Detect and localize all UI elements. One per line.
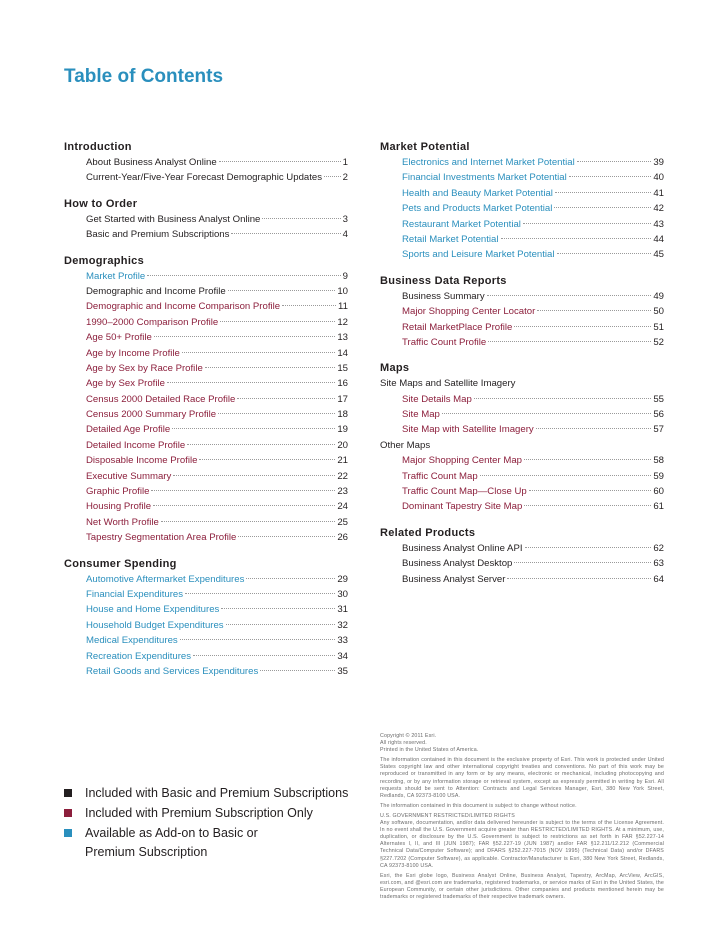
legend-square-icon [64, 809, 72, 817]
toc-entry-label: Get Started with Business Analyst Online [86, 213, 261, 225]
toc-entry-page-number: 16 [337, 378, 348, 390]
toc-section-consumer-spending [64, 556, 348, 680]
toc-entry-page-number: 4 [342, 229, 348, 241]
dot-leader [474, 398, 651, 399]
dot-leader [238, 536, 335, 537]
toc-entry-label: Housing Profile [86, 501, 152, 513]
toc-entry-label: Site Map with Satellite Imagery [402, 424, 534, 436]
toc-entry-label: Other Maps [380, 439, 431, 451]
toc-entry-label: Recreation Expenditures [86, 650, 192, 662]
toc-entry-page-number: 13 [337, 332, 348, 344]
toc-entry[interactable] [64, 407, 348, 422]
toc-entry-page-number: 58 [653, 455, 664, 467]
toc-entry-page-number: 17 [337, 393, 348, 405]
toc-entry[interactable] [380, 186, 664, 201]
legend-label-continued: Premium Subscription [85, 845, 208, 859]
toc-entry-label: Retail MarketPlace Profile [402, 321, 513, 333]
toc-entry-label: Major Shopping Center Locator [402, 306, 536, 318]
toc-entry[interactable] [64, 618, 348, 633]
toc-entry-label: Sports and Leisure Market Potential [402, 249, 555, 261]
toc-entry-label: Detailed Age Profile [86, 424, 171, 436]
dot-leader [260, 670, 335, 671]
toc-entry-label: Market Profile [86, 270, 146, 282]
toc-entry-page-number: 35 [337, 665, 348, 677]
toc-entry-page-number: 59 [653, 470, 664, 482]
dot-leader [507, 578, 651, 579]
toc-entry[interactable] [64, 587, 348, 602]
toc-entry-label: Financial Investments Market Potential [402, 172, 567, 184]
dot-leader [218, 413, 335, 414]
dot-leader [569, 176, 652, 177]
government-rights: U.S. GOVERNMENT RESTRICTED/LIMITED RIGHTS Any software, documentation, and/or data delivered hereunder is subject to the terms of the License Agreement. In no event shall the U.S. Government acquire greater than RESTRICTED/LIMITED RIGHTS. At a minimum, use, duplication, or disclosure by the U.S. Government is subject to restrictions as set forth in FAR §52.227-14 Alternates I, II, and III (JUN 1987); FAR §52.227-19 (JUN 1987) and/or FAR §12.211/12.212 (Commercial Technical Data/Computer Software); and DFARS §252.227-7015 (NOV 1995) (Technical Data) and/or DFARS §227.7202 (Computer Software), as applicable. Contractor/Manufacturer is Esri, 380 New York Street, Redlands, CA 92373-8100 USA. [380, 812, 664, 869]
toc-section-business-data-reports [380, 273, 664, 351]
toc-entry[interactable] [64, 269, 348, 284]
toc-entry-label: Traffic Count Map—Close Up [402, 486, 527, 498]
toc-entry[interactable] [64, 284, 348, 299]
toc-entry-label: Retail Goods and Services Expenditures [86, 665, 259, 677]
toc-entry[interactable] [380, 572, 664, 587]
toc-entry[interactable] [64, 469, 348, 484]
toc-entry[interactable] [380, 289, 664, 304]
toc-entry-page-number: 43 [653, 218, 664, 230]
toc-entry[interactable] [380, 170, 664, 185]
dot-leader [221, 608, 335, 609]
section-heading: How to Order [64, 197, 138, 210]
dot-leader [153, 505, 335, 506]
toc-entry-label: Dominant Tapestry Site Map [402, 501, 523, 513]
toc-entry-page-number: 57 [653, 424, 664, 436]
toc-entry-page-number: 52 [653, 336, 664, 348]
toc-entry[interactable] [64, 376, 348, 391]
toc-entry[interactable] [64, 664, 348, 679]
toc-entry-page-number: 32 [337, 619, 348, 631]
toc-entry-page-number: 18 [337, 409, 348, 421]
toc-entry-page-number: 21 [337, 455, 348, 467]
toc-entry[interactable] [64, 170, 348, 185]
section-heading: Demographics [64, 254, 145, 267]
toc-entry-page-number: 34 [337, 650, 348, 662]
toc-entry-page-number: 10 [337, 285, 348, 297]
toc-entry-page-number: 39 [653, 157, 664, 168]
toc-entry[interactable] [380, 247, 664, 262]
toc-entry-label: Net Worth Profile [86, 516, 159, 528]
toc-entry-label: Traffic Count Profile [402, 336, 487, 348]
copyright-body: The information contained in this document is the exclusive property of Esri. This work is protected under United States copyright law and other international copyright treaties and conventions. No part of this work may be reproduced or transmitted in any form or by any means, electronic or mechanical, including photocopying and recording, or by any information storage or retrieval system, except as expressly permitted in writing by Esri. All requests should be sent to Attention: Contracts and Legal Services Manager, Esri, 380 New York Street, Redlands, CA 92373-8100 USA. [380, 757, 664, 799]
trademarks: Esri, the Esri globe logo, Business Analyst Online, Business Analyst, Tapestry, ArcMap, ArcView, ArcGIS, esri.com, and @esri.com are trademarks, registered trademarks, or service marks of Esri in the United States, the European Community, or certain other jurisdictions. Other companies and products mentioned herein may be trademarks or registered trademarks of their respective trademark owners. [380, 872, 664, 900]
toc-entry[interactable] [64, 453, 348, 468]
legend [64, 784, 364, 863]
dot-leader [554, 207, 651, 208]
dot-leader [488, 341, 651, 342]
toc-entry-page-number: 40 [653, 172, 664, 184]
toc-entry[interactable] [64, 346, 348, 361]
dot-leader [151, 490, 335, 491]
legend-text [85, 804, 313, 823]
toc-entry-page-number: 64 [653, 573, 664, 585]
toc-left-column [64, 139, 348, 689]
copyright-change-notice: The information contained in this document is subject to change without notice. [380, 802, 577, 809]
toc-entry-page-number: 51 [653, 321, 664, 333]
toc-entry-page-number: 22 [337, 470, 348, 482]
toc-entry[interactable] [380, 484, 664, 499]
dot-leader [199, 459, 335, 460]
toc-section-related-products [380, 525, 664, 587]
dot-leader [154, 336, 335, 337]
dot-leader [557, 253, 652, 254]
toc-entry-page-number: 60 [653, 486, 664, 498]
toc-entry[interactable] [380, 304, 664, 319]
dot-leader [180, 639, 336, 640]
toc-entry-page-number: 61 [653, 501, 664, 513]
toc-entry[interactable] [64, 315, 348, 330]
toc-entry[interactable] [64, 633, 348, 648]
dot-leader [219, 161, 341, 162]
toc-entry[interactable] [380, 499, 664, 514]
toc-entry-label: Age by Sex by Race Profile [86, 362, 203, 374]
toc-entry[interactable] [380, 217, 664, 232]
dot-leader [324, 176, 341, 177]
dot-leader [161, 521, 335, 522]
toc-entry-page-number: 9 [342, 270, 348, 282]
legend-item-addon [64, 824, 364, 862]
copyright-notice [380, 733, 664, 904]
toc-entry-page-number: 41 [653, 187, 664, 199]
toc-entry-page-number: 55 [653, 393, 664, 405]
dot-leader [228, 290, 336, 291]
toc-entry-page-number: 29 [337, 573, 348, 585]
toc-entry[interactable] [64, 227, 348, 242]
toc-entry[interactable] [380, 556, 664, 571]
toc-entry[interactable] [380, 407, 664, 422]
toc-entry-page-number: 42 [653, 203, 664, 215]
toc-entry-label: Business Summary [402, 290, 485, 302]
section-heading: Consumer Spending [64, 557, 177, 570]
toc-entry[interactable] [64, 330, 348, 345]
toc-entry-label: Demographic and Income Comparison Profile [86, 301, 281, 313]
legend-item-premium [64, 804, 364, 823]
toc-entry-page-number: 3 [342, 213, 348, 225]
toc-entry-label: Disposable Income Profile [86, 455, 198, 467]
toc-entry-label: Site Maps and Satellite Imagery [380, 378, 516, 390]
toc-subheading [380, 438, 664, 453]
legend-label: Included with Basic and Premium Subscriptions [85, 786, 349, 800]
section-heading: Business Data Reports [380, 274, 507, 287]
section-heading: Related Products [380, 526, 476, 539]
copyright-line: Copyright © 2011 Esri. All rights reserved. Printed in the United States of America. [380, 733, 479, 754]
toc-entry-label: Census 2000 Detailed Race Profile [86, 393, 236, 405]
dot-leader [182, 352, 335, 353]
dot-leader [514, 326, 651, 327]
toc-entry-page-number: 49 [653, 290, 664, 302]
dot-leader [187, 444, 335, 445]
toc-entry[interactable] [380, 155, 664, 170]
dot-leader [172, 428, 335, 429]
toc-entry-label: Business Analyst Server [402, 573, 506, 585]
toc-section-demographics [64, 253, 348, 546]
dot-leader [193, 655, 335, 656]
legend-square-icon [64, 789, 72, 797]
toc-entry-label: Site Details Map [402, 393, 472, 405]
toc-entry-page-number: 26 [337, 532, 348, 544]
dot-leader [555, 192, 651, 193]
toc-entry-page-number: 1 [342, 157, 348, 168]
toc-entry-label: Business Analyst Desktop [402, 558, 513, 570]
dot-leader [523, 223, 651, 224]
toc-entry-page-number: 23 [337, 486, 348, 498]
dot-leader [529, 490, 652, 491]
toc-entry[interactable] [380, 335, 664, 350]
toc-entry[interactable] [380, 453, 664, 468]
toc-entry[interactable] [380, 392, 664, 407]
toc-entry[interactable] [64, 530, 348, 545]
dot-leader [237, 398, 335, 399]
toc-entry-label: About Business Analyst Online [86, 157, 217, 168]
toc-entry-label: Basic and Premium Subscriptions [86, 229, 230, 241]
legend-item-basic [64, 784, 364, 803]
dot-leader [167, 382, 335, 383]
toc-entry-label: 1990–2000 Comparison Profile [86, 316, 219, 328]
dot-leader [501, 238, 652, 239]
legend-label: Included with Premium Subscription Only [85, 806, 313, 820]
toc-entry-label: Graphic Profile [86, 486, 150, 498]
toc-entry[interactable] [64, 212, 348, 227]
toc-entry[interactable] [64, 299, 348, 314]
toc-entry-label: Tapestry Segmentation Area Profile [86, 532, 237, 544]
toc-entry-label: House and Home Expenditures [86, 604, 220, 616]
toc-entry-page-number: 63 [653, 558, 664, 570]
toc-entry[interactable] [380, 541, 664, 556]
toc-entry-page-number: 2 [342, 172, 348, 184]
dot-leader [577, 161, 652, 162]
dot-leader [231, 233, 340, 234]
dot-leader [536, 428, 652, 429]
toc-entry[interactable] [64, 392, 348, 407]
toc-entry-label: Demographic and Income Profile [86, 285, 226, 297]
toc-entry-page-number: 20 [337, 439, 348, 451]
toc-entry[interactable] [380, 232, 664, 247]
legend-square-icon [64, 829, 72, 837]
toc-entry-page-number: 24 [337, 501, 348, 513]
toc-entry-page-number: 44 [653, 233, 664, 245]
dot-leader [205, 367, 336, 368]
dot-leader [185, 593, 335, 594]
dot-leader [246, 578, 335, 579]
toc-entry-label: Age by Sex Profile [86, 378, 165, 390]
toc-entry-page-number: 45 [653, 249, 664, 261]
toc-entry-page-number: 62 [653, 542, 664, 554]
toc-right-column [380, 139, 664, 597]
dot-leader [147, 275, 340, 276]
dot-leader [525, 547, 652, 548]
toc-entry-label: Electronics and Internet Market Potential [402, 157, 575, 168]
dot-leader [480, 475, 652, 476]
toc-entry-page-number: 11 [338, 301, 348, 313]
dot-leader [173, 475, 335, 476]
toc-entry-page-number: 30 [337, 588, 348, 600]
toc-entry-label: Traffic Count Map [402, 470, 478, 482]
toc-entry-label: Medical Expenditures [86, 635, 178, 647]
toc-entry-page-number: 50 [653, 306, 664, 318]
dot-leader [226, 624, 336, 625]
dot-leader [524, 459, 651, 460]
toc-entry[interactable] [380, 201, 664, 216]
toc-entry-label: Age by Income Profile [86, 347, 180, 359]
toc-section-maps [380, 360, 664, 515]
toc-entry[interactable] [380, 320, 664, 335]
toc-entry-label: Age 50+ Profile [86, 332, 152, 344]
toc-subheading [380, 376, 664, 391]
toc-entry[interactable] [64, 649, 348, 664]
toc-entry-label: Pets and Products Market Potential [402, 203, 553, 215]
toc-entry-page-number: 56 [653, 409, 664, 421]
dot-leader [282, 305, 336, 306]
toc-entry[interactable] [64, 438, 348, 453]
toc-entry[interactable] [64, 484, 348, 499]
toc-entry[interactable] [64, 499, 348, 514]
dot-leader [524, 505, 651, 506]
dot-leader [487, 295, 652, 296]
legend-text [85, 784, 348, 803]
toc-entry-label: Business Analyst Online API [402, 542, 523, 554]
toc-entry-label: Financial Expenditures [86, 588, 184, 600]
toc-entry[interactable] [64, 422, 348, 437]
toc-entry-page-number: 31 [337, 604, 348, 616]
toc-entry-label: Automotive Aftermarket Expenditures [86, 573, 245, 585]
toc-entry[interactable] [64, 515, 348, 530]
dot-leader [514, 562, 651, 563]
section-heading: Introduction [64, 141, 132, 153]
toc-entry-page-number: 14 [337, 347, 348, 359]
toc-entry-label: Retail Market Potential [402, 233, 499, 245]
dot-leader [442, 413, 651, 414]
toc-section-introduction [64, 139, 348, 186]
toc-entry-label: Census 2000 Summary Profile [86, 409, 217, 421]
section-heading: Market Potential [380, 141, 470, 153]
toc-entry-page-number: 25 [337, 516, 348, 528]
legend-label: Available as Add-on to Basic or [85, 826, 258, 840]
toc-entry-label: Major Shopping Center Map [402, 455, 522, 467]
legend-text [85, 824, 258, 862]
toc-section-market-potential [380, 139, 664, 263]
toc-entry-label: Health and Beauty Market Potential [402, 187, 553, 199]
toc-entry-label: Restaurant Market Potential [402, 218, 521, 230]
toc-entry-label: Household Budget Expenditures [86, 619, 224, 631]
toc-section-how-to-order [64, 196, 348, 243]
toc-entry[interactable] [380, 469, 664, 484]
toc-entry[interactable] [380, 422, 664, 437]
dot-leader [220, 321, 335, 322]
toc-entry-label: Current-Year/Five-Year Forecast Demographic Updates [86, 172, 323, 184]
toc-entry-page-number: 12 [337, 316, 348, 328]
page-title: Table of Contents [64, 66, 224, 87]
toc-entry-label: Site Map [402, 409, 440, 421]
dot-leader [262, 218, 340, 219]
toc-entry-label: Executive Summary [86, 470, 172, 482]
toc-entry[interactable] [64, 572, 348, 587]
toc-entry-label: Detailed Income Profile [86, 439, 186, 451]
toc-entry-page-number: 19 [337, 424, 348, 436]
toc-entry-page-number: 33 [337, 635, 348, 647]
toc-entry[interactable] [64, 155, 348, 170]
dot-leader [537, 310, 651, 311]
toc-entry[interactable] [64, 361, 348, 376]
section-heading: Maps [380, 362, 410, 375]
toc-entry-page-number: 15 [337, 362, 348, 374]
toc-entry[interactable] [64, 602, 348, 617]
